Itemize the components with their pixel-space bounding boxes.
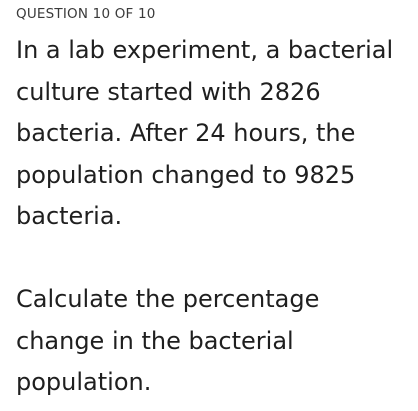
question-paragraph-prompt: Calculate the percentage change in the bacterial population. xyxy=(16,285,320,396)
question-body xyxy=(16,30,412,404)
question-paragraph-scenario: In a lab experiment, a bacterial culture started with 2826 bacteria. After 24 hours, the population changed to 9825 bacteria. xyxy=(16,36,394,230)
question-progress-label: QUESTION 10 OF 10 xyxy=(16,6,156,22)
